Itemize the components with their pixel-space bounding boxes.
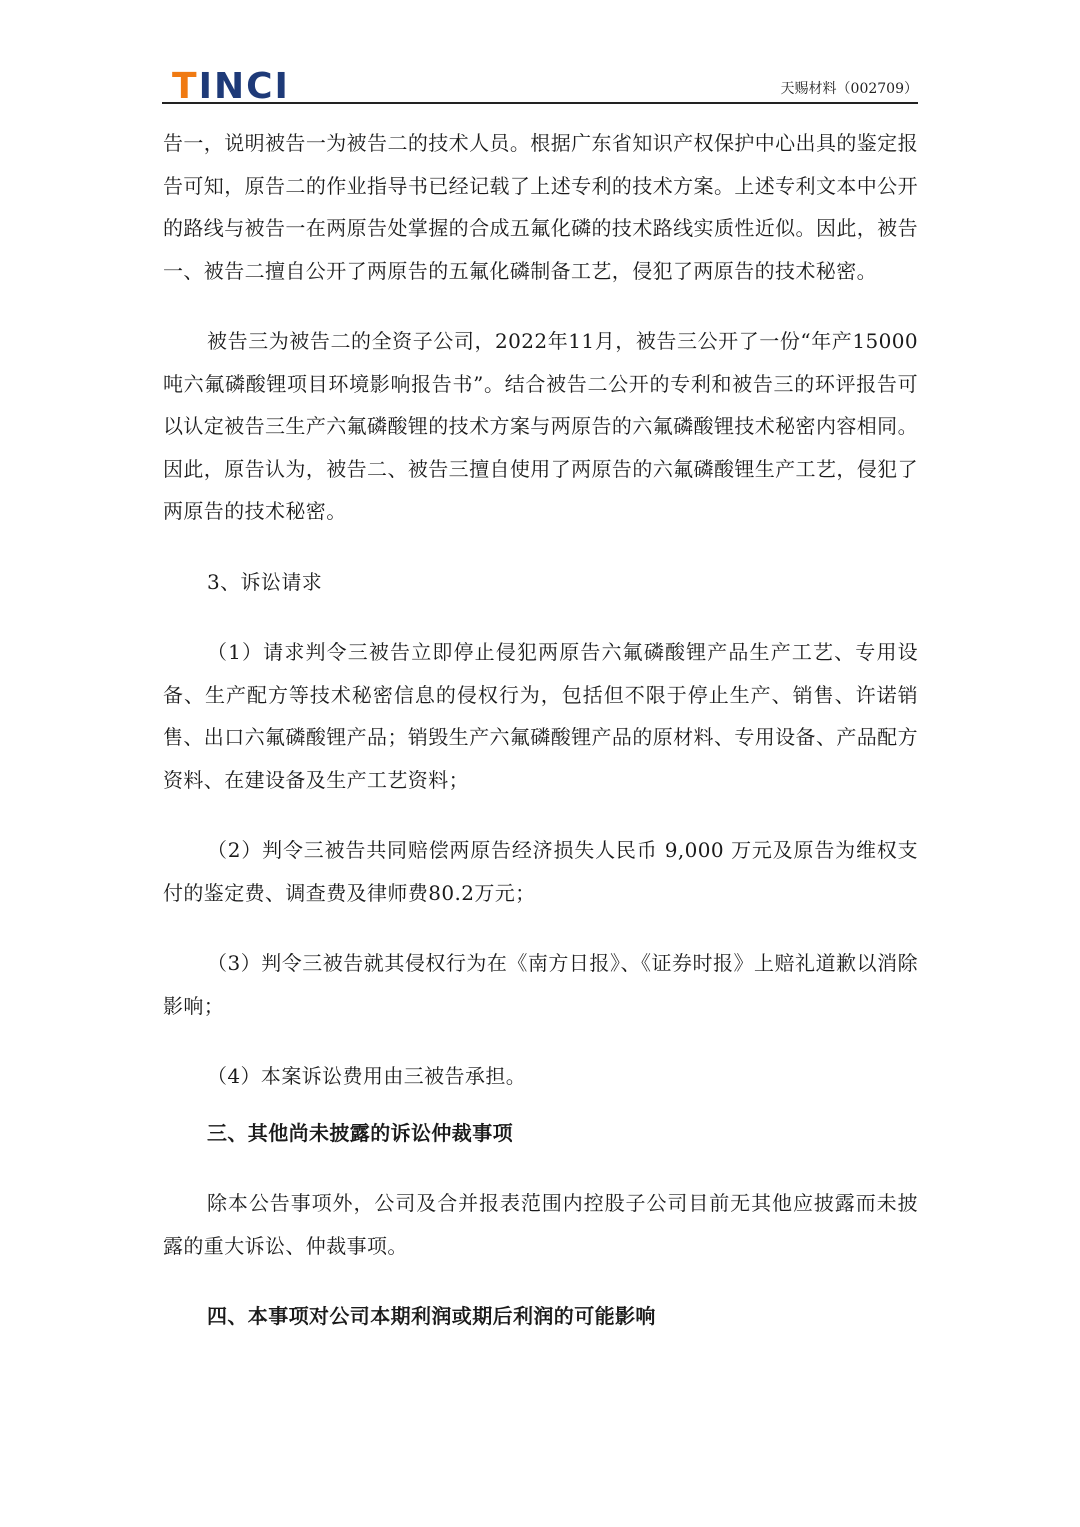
request-item-2: （2）判令三被告共同赔偿两原告经济损失人民币 9,000 万元及原告为维权支付的鉴定费、调查费及律师费80.2万元； bbox=[163, 838, 918, 905]
request-item-3: （3）判令三被告就其侵权行为在《南方日报》、《证券时报》上赔礼道歉以消除影响； bbox=[163, 951, 918, 1018]
paragraph-no-other-litigation: 除本公告事项外，公司及合并报表范围内控股子公司目前无其他应披露而未披露的重大诉讼、仲裁事项。 bbox=[163, 1191, 918, 1258]
heading-other-litigation: 三、其他尚未披露的诉讼仲裁事项 bbox=[207, 1120, 513, 1145]
heading-profit-impact: 四、本事项对公司本期利润或期后利润的可能影响 bbox=[207, 1304, 656, 1328]
request-item-4: （4）本案诉讼费用由三被告承担。 bbox=[207, 1064, 527, 1088]
tinci-logo: TINCI bbox=[172, 66, 290, 107]
page-header bbox=[162, 66, 918, 107]
section-litigation-requests: 3、诉讼请求 bbox=[207, 569, 323, 594]
paragraph-defendant-one-two: 告一，说明被告一为被告二的技术人员。根据广东省知识产权保护中心出具的鉴定报告可知，原告二的作业指导书已经记载了上述专利的技术方案。上述专利文本中公开的路线与被告一在两原告处掌握的合成五氟化磷的技术路线实质性近似。因此，被告一、被告二擅自公开了两原告的五氟化磷制备工艺，侵犯了两原告的技术秘密。 bbox=[163, 131, 918, 283]
paragraph-defendant-three: 被告三为被告二的全资子公司，2022年11月，被告三公开了一份“年产15000吨六氟磷酸锂项目环境影响报告书”。结合被告二公开的专利和被告三的环评报告可以认定被告三生产六氟磷酸锂的技术方案与两原告的六氟磷酸锂技术秘密内容相同。因此，原告认为，被告二、被告三擅自使用了两原告的六氟磷酸锂生产工艺，侵犯了两原告的技术秘密。 bbox=[163, 329, 918, 523]
company-stock-label: 天赐材料（002709） bbox=[780, 81, 918, 97]
request-item-1: （1）请求判令三被告立即停止侵犯两原告六氟磷酸锂产品生产工艺、专用设备、生产配方等技术秘密信息的侵权行为，包括但不限于停止生产、销售、许诺销售、出口六氟磷酸锂产品；销毁生产六氟磷酸锂产品的原材料、专用设备、产品配方资料、在建设备及生产工艺资料； bbox=[163, 640, 918, 792]
document-body bbox=[163, 122, 918, 1338]
